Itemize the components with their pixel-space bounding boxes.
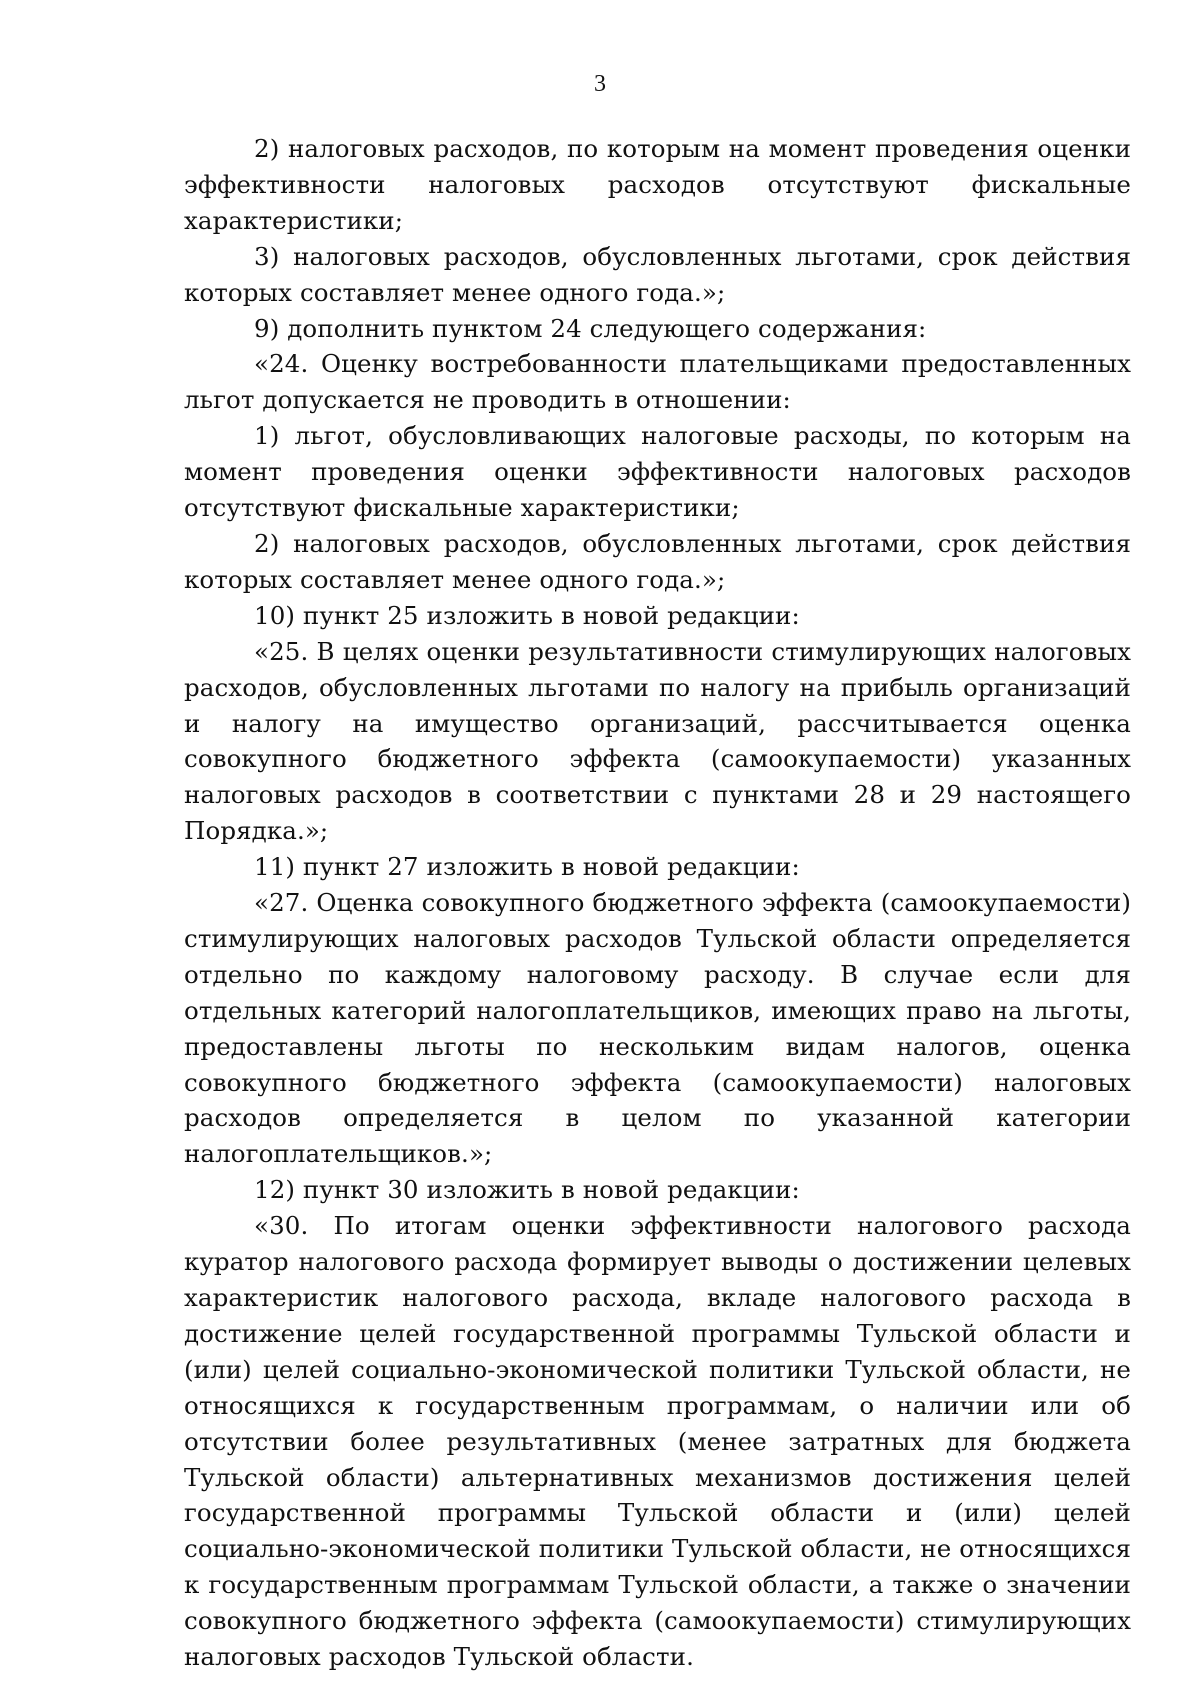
paragraph-amendment-9: 9) дополнить пунктом 24 следующего содержания: — [254, 313, 927, 343]
paragraph-amendment-10: 10) пункт 25 изложить в новой редакции: — [254, 600, 800, 630]
paragraph-clause-30: «30. По итогам оценки эффективности налогового расхода куратор налогового расхода формирует выводы о достижении целевых характеристик налогового расхода, вкладе налогового расхода в достижение целей государственной программы Тульской области и (или) целей социально-экономической политики Тульской области, не относящихся к государственным программам, о наличии или об отсутствии более результативных (менее затратных для бюджета Тульской области) альтернативных механизмов достижения целей государственной программы Тульской области и (или) целей социально-экономической политики Тульской области, не относящихся к государственным программам Тульской области, а также о значении совокупного бюджетного эффекта (самоокупаемости) стимулирующих налоговых расходов Тульской области. — [184, 1211, 1131, 1672]
paragraph-clause-24: «24. Оценку востребованности плательщиками предоставленных льгот допускается не проводить в отношении: — [184, 349, 1131, 415]
paragraph-item-2-no-fiscal: 2) налоговых расходов, по которым на момент проведения оценки эффективности налоговых расходов отсутствуют фискальные характеристики; — [184, 134, 1131, 235]
paragraph-item-3-short-term: 3) налоговых расходов, обусловленных льготами, срок действия которых составляет менее одного года.»; — [184, 241, 1131, 307]
paragraph-amendment-12: 12) пункт 30 изложить в новой редакции: — [254, 1175, 800, 1205]
paragraph-amendment-11: 11) пункт 27 изложить в новой редакции: — [254, 852, 800, 882]
page-number: 3 — [594, 71, 606, 97]
paragraph-clause-27: «27. Оценка совокупного бюджетного эффекта (самоокупаемости) стимулирующих налоговых расходов Тульской области определяется отдельно по каждому налоговому расходу. В случае если для отдельных категорий налогоплательщиков, имеющих право на льготы, предоставлены льготы по нескольким видам налогов, оценка совокупного бюджетного эффекта (самоокупаемости) налоговых расходов определяется в целом по указанной категории налогоплательщиков.»; — [184, 888, 1131, 1169]
paragraph-clause-24-item-2: 2) налоговых расходов, обусловленных льготами, срок действия которых составляет менее одного года.»; — [184, 528, 1131, 594]
document-body — [184, 131, 1131, 1675]
paragraph-clause-25: «25. В целях оценки результативности стимулирующих налоговых расходов, обусловленных льготами по налогу на прибыль организаций и налогу на имущество организаций, рассчитывается оценка совокупного бюджетного эффекта (самоокупаемости) указанных налоговых расходов в соответствии с пунктами 28 и 29 настоящего Порядка.»; — [184, 636, 1131, 846]
paragraph-clause-24-item-1: 1) льгот, обусловливающих налоговые расходы, по которым на момент проведения оценки эффективности налоговых расходов отсутствуют фискальные характеристики; — [184, 421, 1131, 523]
